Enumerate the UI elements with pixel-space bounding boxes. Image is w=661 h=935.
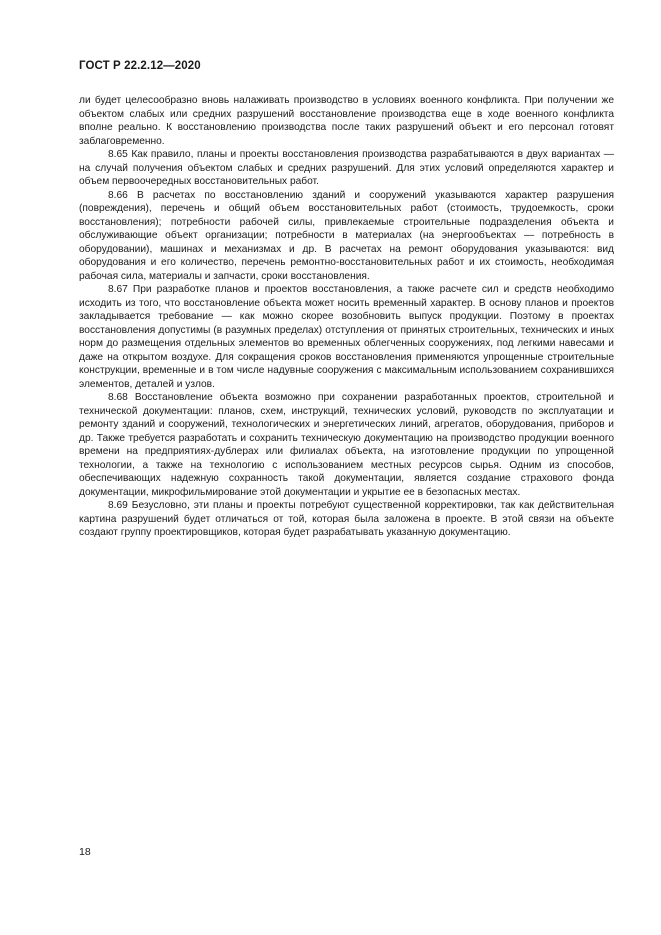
document-standard-code: ГОСТ Р 22.2.12—2020 bbox=[79, 60, 201, 72]
paragraph-continuation: ли будет целесообразно вновь налаживать производство в условиях военного конфликта. При получении же объектом слабых или средних разрушений восстановление производства еще в ходе военного конфликта вполне реально. К восстановлению производства после таких разрушений объект и его персонал готовят заблаговременно. bbox=[79, 95, 614, 147]
paragraph-8-65: 8.65 Как правило, планы и проекты восстановления производства разрабатываются в двух вариантах — на случай получения объектом слабых и средних разрушений. Для этих условий определяются характер и объем первоочередных восстановительных работ. bbox=[79, 149, 614, 187]
document-body bbox=[79, 94, 614, 540]
paragraph-8-69: 8.69 Безусловно, эти планы и проекты потребуют существенной корректировки, так как действительная картина разрушений будет отличаться от той, которая была заложена в проекте. В этой связи на объекте создают группу проектировщиков, которая будет разрабатывать указанную документацию. bbox=[79, 500, 614, 538]
paragraph-8-68: 8.68 Восстановление объекта возможно при сохранении разработанных проектов, строительной и технической документации: планов, схем, инструкций, технических условий, руководств по эксплуатации и ремонту зданий и сооружений, технологических и энергетических линий, агрегатов, оборудования, приборов и др. Также требуется разработать и сохранить техническую документацию на производство продукции военного времени на предприятиях-дублерах или филиалах объекта, на изготовление продукции по упрощенной технологии, а также на технологию с использованием местных ресурсов сырья. Одним из способов, обеспечивающих надежную сохранность такой документации, является создание страхового фонда документации, микрофильмирование этой документации и укрытие ее в безопасных местах. bbox=[79, 392, 614, 498]
page-number: 18 bbox=[79, 846, 91, 858]
paragraph-8-67: 8.67 При разработке планов и проектов восстановления, а также расчете сил и средств необходимо исходить из того, что восстановление объекта может носить временный характер. В основу планов и проектов закладывается требование — как можно скорее возобновить выпуск продукции. Поэтому в проектах восстановления допустимы (в разумных пределах) отступления от принятых строительных, технических и иных норм до размещения отдельных элементов во временных облегченных сооружениях, под легкими навесами и даже на открытом воздухе. Для сокращения сроков восстановления применяются упрощенные строительные конструкции, временные и в том числе надувные сооружения с максимальным использованием сохранившихся элементов, деталей и узлов. bbox=[79, 284, 614, 390]
paragraph-8-66: 8.66 В расчетах по восстановлению зданий и сооружений указываются характер разрушения (повреждения), перечень и общий объем восстановительных работ (стоимость, трудоемкость, сроки восстановления); потребности рабочей силы, привлекаемые строительные подразделения объекта и обслуживающие объект организации; потребности в материалах (на энергообъектах — потребность в оборудовании), машинах и механизмах и др. В расчетах на ремонт оборудования указываются: вид оборудования и его количество, перечень ремонтно-восстановительных работ и их стоимость, необходимая рабочая сила, материалы и запчасти, сроки восстановления. bbox=[79, 189, 614, 282]
